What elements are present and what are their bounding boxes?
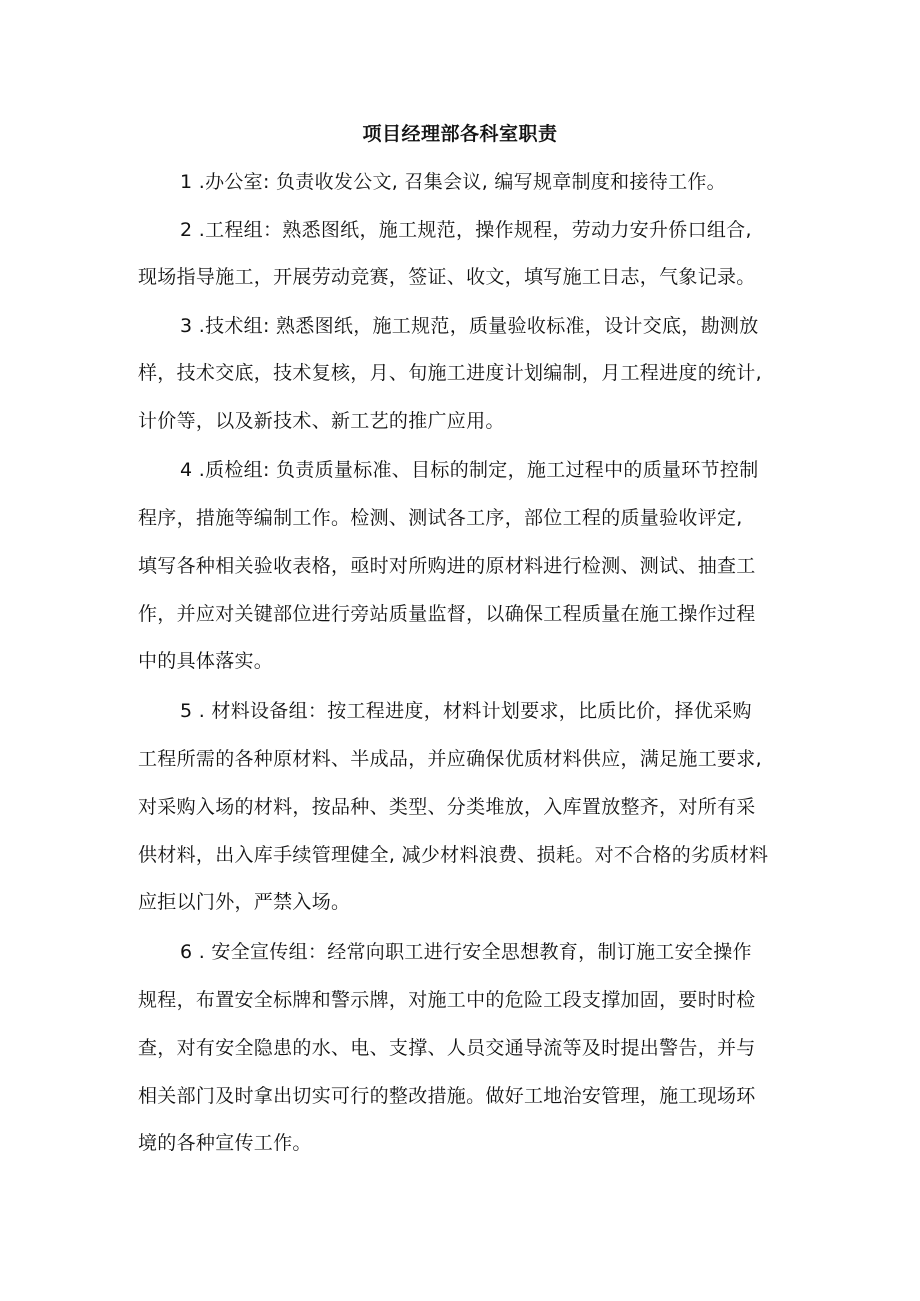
paragraph-5-line-5: 应拒以门外，严禁入场。: [138, 891, 351, 913]
paragraph-1-line-1: 1 .办公室: 负责收发公文, 召集会议, 编写规章制度和接待工作。: [180, 171, 726, 193]
paragraph-5-line-4: 供材料，出入库手续管理健全, 减少材料浪费、损耗。对不合格的劣质材料: [138, 844, 769, 866]
paragraph-5-line-3: 对采购入场的材料，按品种、类型、分类堆放，入库置放整齐，对所有采: [138, 796, 756, 818]
paragraph-4-line-5: 中的具体落实。: [138, 650, 274, 672]
paragraph-3-line-1: 3 .技术组: 熟悉图纸，施工规范，质量验收标准，设计交底，勘测放: [180, 315, 759, 337]
paragraph-5-line-1: 5 . 材料设备组：按工程进度，材料计划要求，比质比价，择优采购: [180, 700, 752, 722]
paragraph-2-line-2: 现场指导施工，开展劳动竞赛，签证、收文，填写施工日志，气象记录。: [138, 266, 756, 288]
paragraph-3-line-2: 样，技术交底，技术复核，月、旬施工进度计划编制，月工程进度的统计,: [138, 362, 762, 384]
paragraph-6-line-4: 相关部门及时拿出切实可行的整改措施。做好工地治安管理，施工现场环: [138, 1085, 756, 1107]
paragraph-4-line-4: 作，并应对关键部位进行旁站质量监督，以确保工程质量在施工操作过程: [138, 603, 756, 625]
paragraph-6-line-3: 查，对有安全隐患的水、电、支撑、人员交通导流等及时提出警告，并与: [138, 1037, 756, 1059]
document-title: 项目经理部各科室职责: [362, 123, 558, 145]
paragraph-6-line-5: 境的各种宣传工作。: [138, 1132, 312, 1154]
paragraph-3-line-3: 计价等，以及新技术、新工艺的推广应用。: [138, 410, 505, 432]
paragraph-4-line-3: 填写各种相关验收表格，亟时对所购进的原材料进行检测、测试、抽查工: [138, 555, 756, 577]
paragraph-5-line-2: 工程所需的各种原材料、半成品，并应确保优质材料供应，满足施工要求,: [138, 748, 762, 770]
paragraph-6-line-2: 规程，布置安全标牌和警示牌，对施工中的危险工段支撑加固，要时时检: [138, 989, 756, 1011]
paragraph-4-line-1: 4 .质检组: 负责质量标准、目标的制定，施工过程中的质量环节控制: [180, 459, 759, 481]
paragraph-4-line-2: 程序，措施等编制工作。检测、测试各工序，部位工程的质量验收评定,: [138, 507, 743, 529]
paragraph-2-line-1: 2 .工程组：熟悉图纸，施工规范，操作规程，劳动力安升侨口组合,: [180, 219, 752, 241]
paragraph-6-line-1: 6 . 安全宣传组：经常向职工进行安全思想教育，制订施工安全操作: [180, 941, 752, 963]
